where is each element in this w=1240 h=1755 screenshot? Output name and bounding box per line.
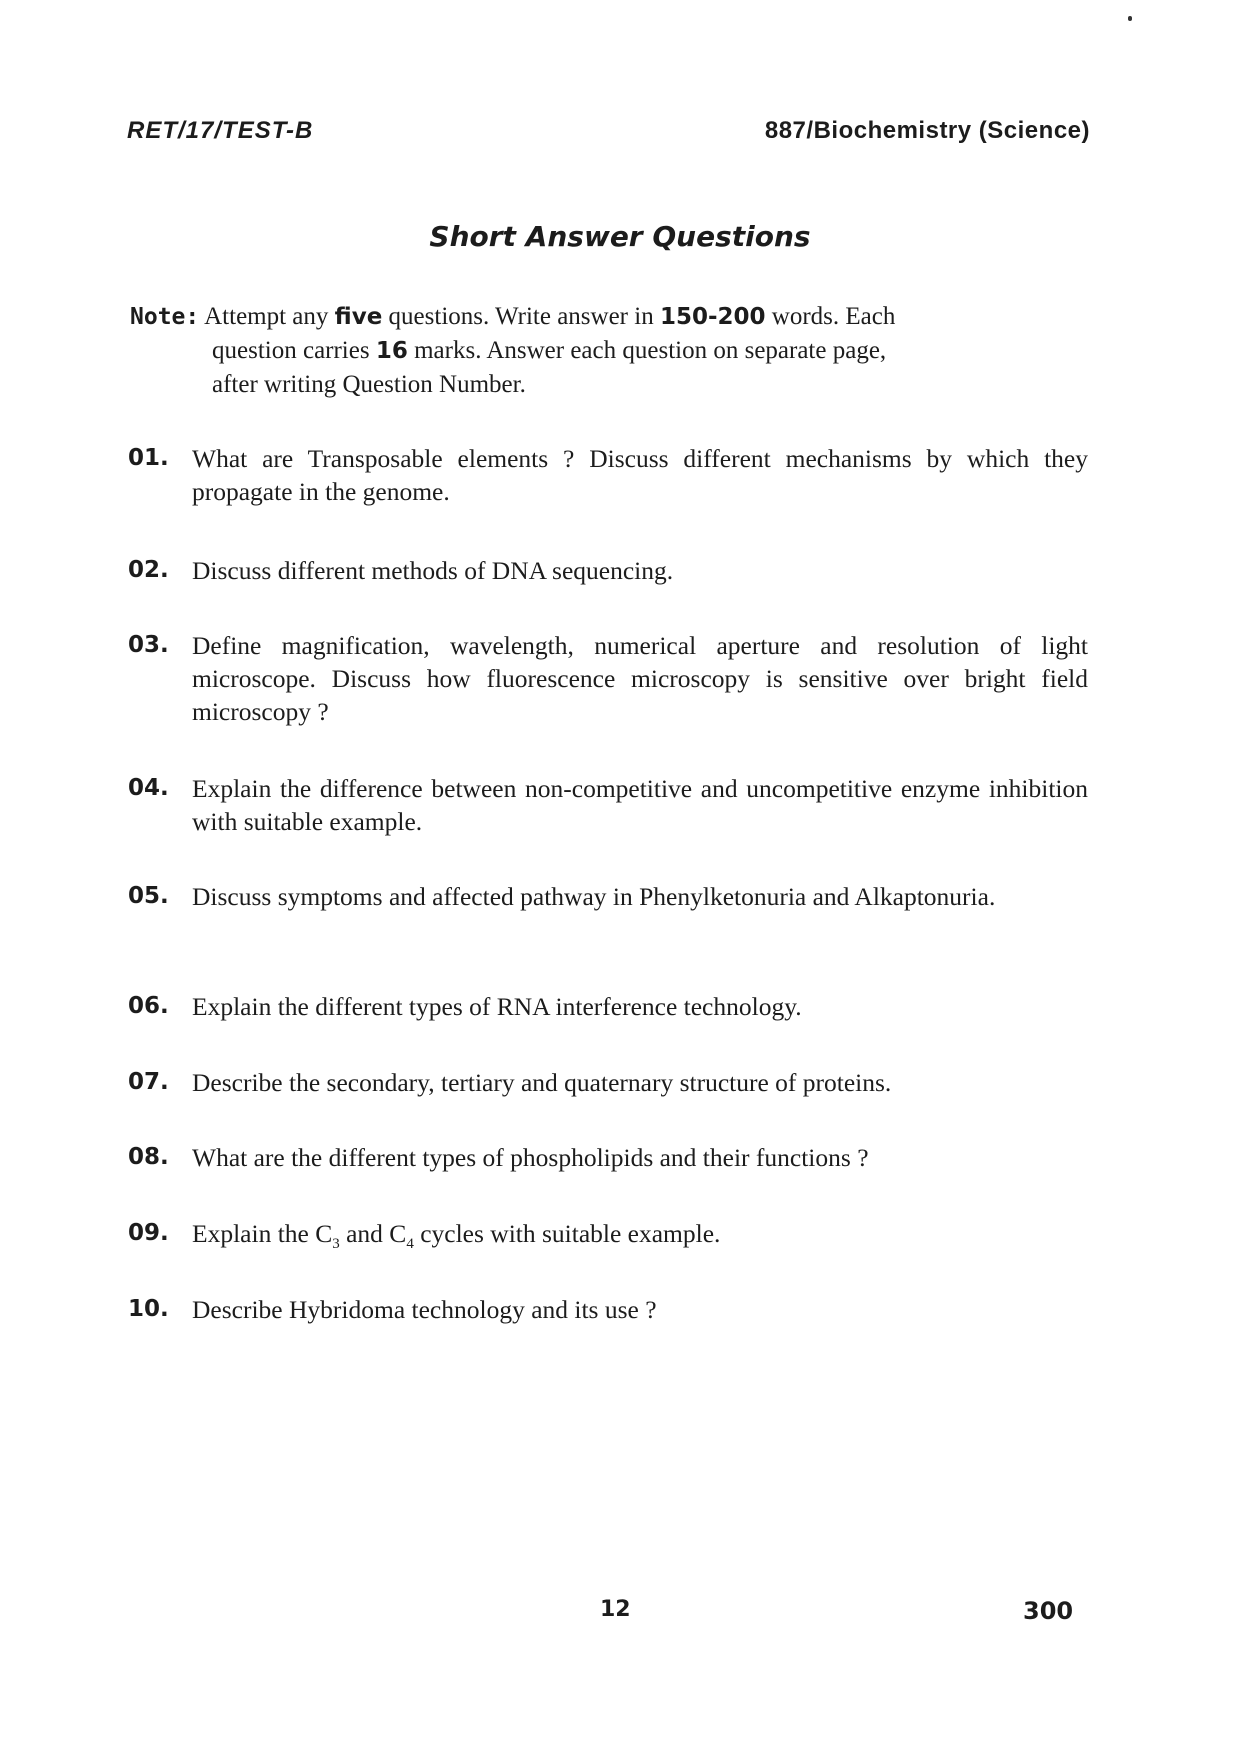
question-text: Discuss symptoms and affected pathway in Phenylketonuria and Alkaptonuria. [192, 882, 996, 911]
question-number: 08. [128, 1144, 169, 1170]
question-number: 02. [128, 557, 169, 583]
question-02 [128, 554, 1088, 587]
question-number: 04. [128, 775, 169, 801]
question-text: Discuss different methods of DNA sequencing. [192, 556, 674, 585]
question-01 [128, 442, 1088, 508]
question-08 [128, 1141, 1088, 1174]
paper-code: RET/17/TEST-B [127, 117, 314, 144]
question-09 [128, 1217, 1088, 1261]
question-text: Describe the secondary, tertiary and quaternary structure of proteins. [192, 1068, 892, 1097]
page-code: 300 [1023, 1597, 1074, 1625]
question-07 [128, 1066, 1088, 1099]
page-number: 12 [600, 1597, 631, 1622]
note-line-2: question carries 16 marks. Answer each question on separate page, [212, 337, 887, 364]
question-number: 05. [128, 883, 169, 909]
question-number: 07. [128, 1069, 169, 1095]
question-text: Explain the different types of RNA interference technology. [192, 992, 802, 1021]
question-text: Explain the difference between non-competitive and uncompetitive enzyme inhibition with suitable example. [192, 774, 1088, 836]
question-number: 10. [128, 1296, 169, 1322]
question-06 [128, 990, 1088, 1023]
section-title: Short Answer Questions [429, 220, 811, 253]
question-text: What are the different types of phospholipids and their functions ? [192, 1143, 869, 1172]
note-line-3: after writing Question Number. [212, 371, 526, 398]
question-05 [128, 880, 1088, 913]
question-03 [128, 629, 1088, 728]
question-text: What are Transposable elements ? Discuss different mechanisms by which they propagate in the genome. [192, 444, 1088, 506]
question-04 [128, 772, 1088, 838]
question-number: 09. [128, 1220, 169, 1246]
question-10 [128, 1293, 1088, 1326]
question-number: 03. [128, 632, 169, 658]
note-line-1: Note: Attempt any five questions. Write answer in 150-200 words. Each [130, 303, 896, 330]
question-number: 01. [128, 445, 169, 471]
question-text: Define magnification, wavelength, numerical aperture and resolution of light microscope. Discuss how fluorescence microscopy is sensitive over bright field microscopy ? [192, 631, 1088, 726]
question-text: Explain the $C_3$ and $C_4$ cycles with suitable example. [192, 1219, 721, 1253]
subject-title: 887/Biochemistry (Science) [764, 117, 1090, 144]
note-label: Note: [130, 304, 200, 330]
question-text: Describe Hybridoma technology and its use ? [192, 1295, 657, 1324]
instructions-note [130, 300, 1090, 401]
scan-mark [1128, 16, 1132, 21]
question-number: 06. [128, 993, 169, 1019]
